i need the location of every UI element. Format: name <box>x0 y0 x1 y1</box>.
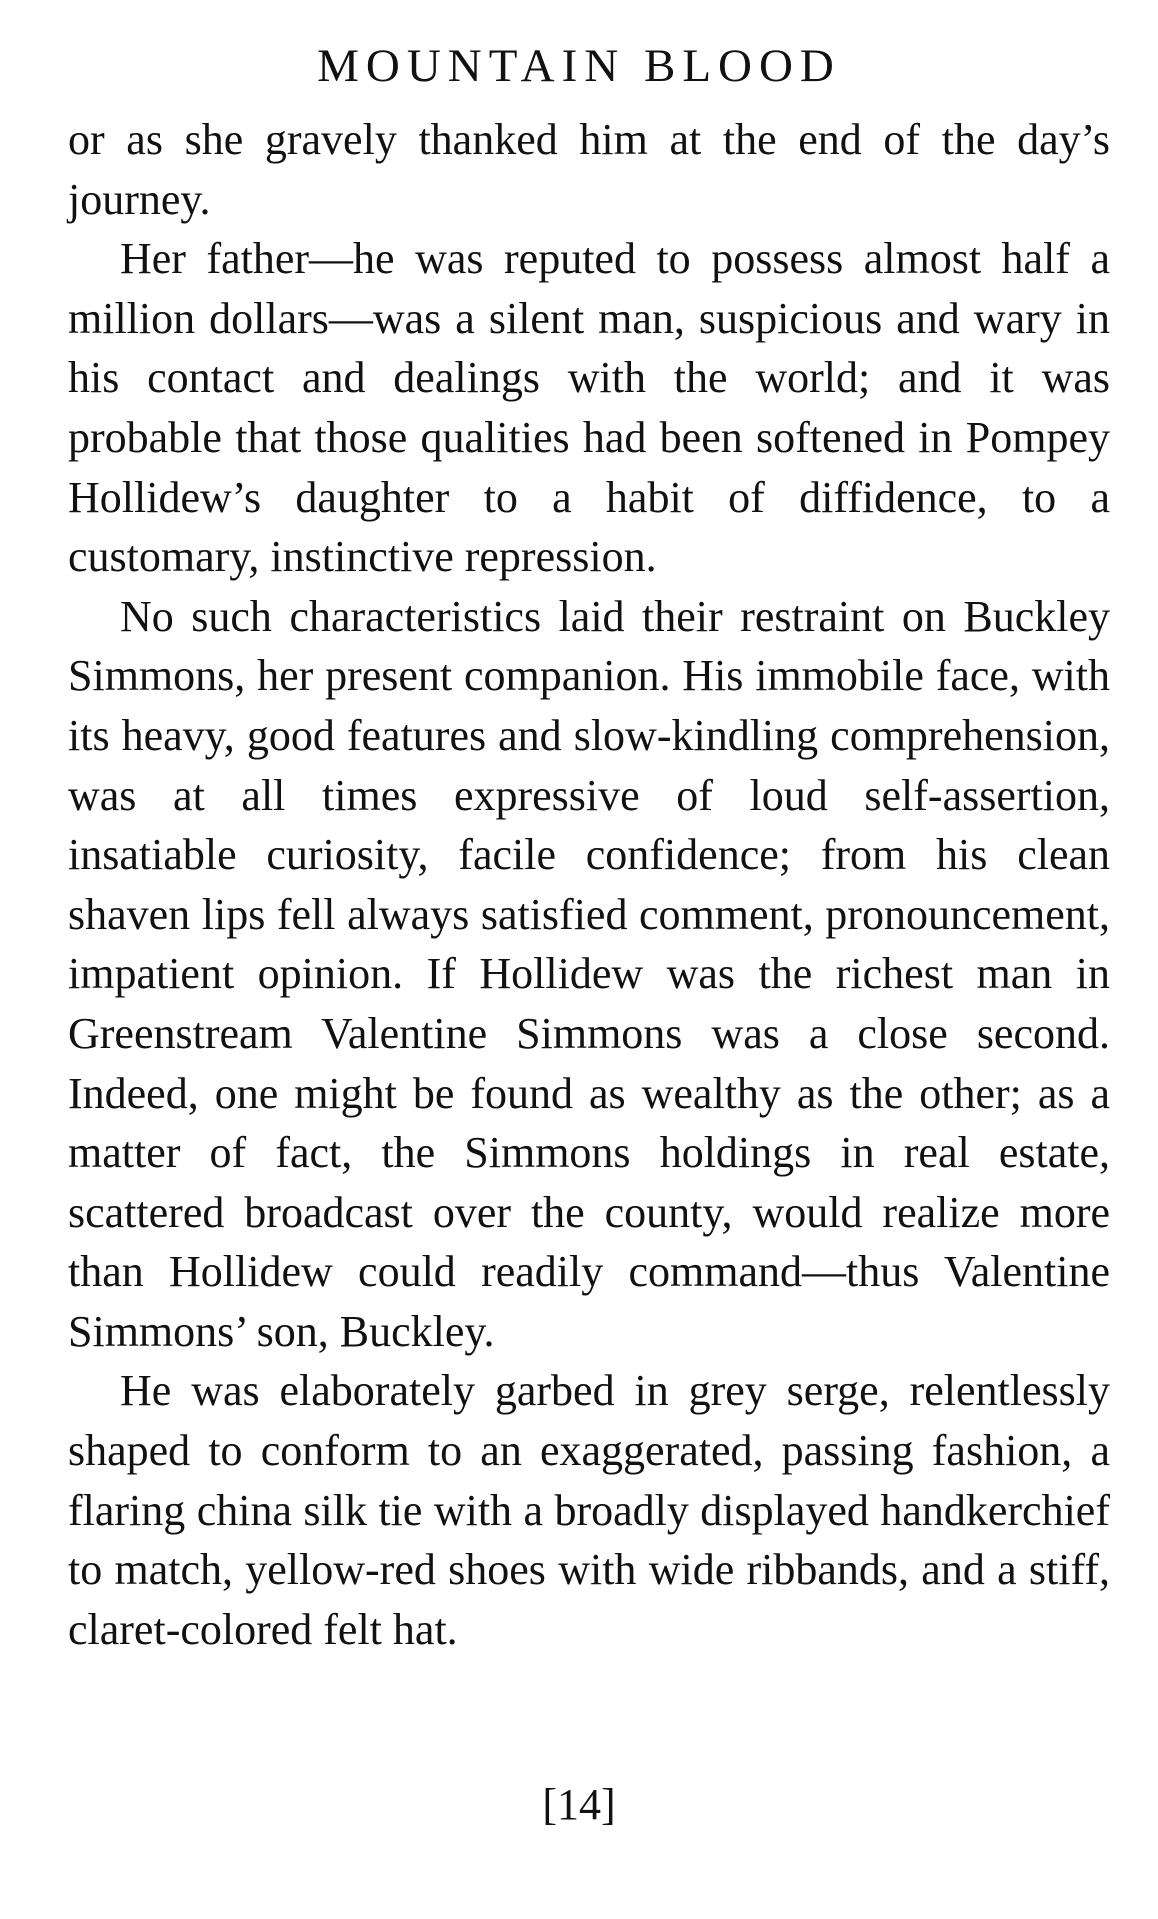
paragraph: No such characteristics laid their restraint on Buckley Simmons, her present companion. His immobile face, with its heavy, good features and slow-kindling comprehension, was at all times expressive of loud self-assertion, insatiable curiosity, facile confidence; from his clean shaven lips fell always satisfied comment, pronouncement, impatient opinion. If Hollidew was the richest man in Greenstream Valentine Simmons was a close second. Indeed, one might be found as wealthy as the other; as a matter of fact, the Simmons holdings in real estate, scattered broadcast over the county, would realize more than Hollidew could readily command—thus Valentine Simmons’ son, Buckley. <box>68 591 1110 1356</box>
paragraph: Her father—he was reputed to possess almost half a million dollars—was a silent man, suspicious and wary in his contact and dealings with the world; and it was probable that those qualities had been softened in Pompey Hollidew’s daughter to a habit of diffidence, to a customary, instinctive repression. <box>68 234 1110 582</box>
paragraph: He was elaborately garbed in grey serge, relentlessly shaped to conform to an exaggerated, passing fashion, a flaring china silk tie with a broadly displayed handkerchief to match, yellow-red shoes with wide ribbands, and a stiff, claret-colored felt hat. <box>68 1366 1110 1654</box>
running-head: MOUNTAIN BLOOD <box>317 40 841 92</box>
paragraph-continued: or as she gravely thanked him at the end of the day’s journey. <box>68 115 1110 224</box>
page-number: [14] <box>542 1780 616 1829</box>
body-text <box>68 110 1110 1659</box>
